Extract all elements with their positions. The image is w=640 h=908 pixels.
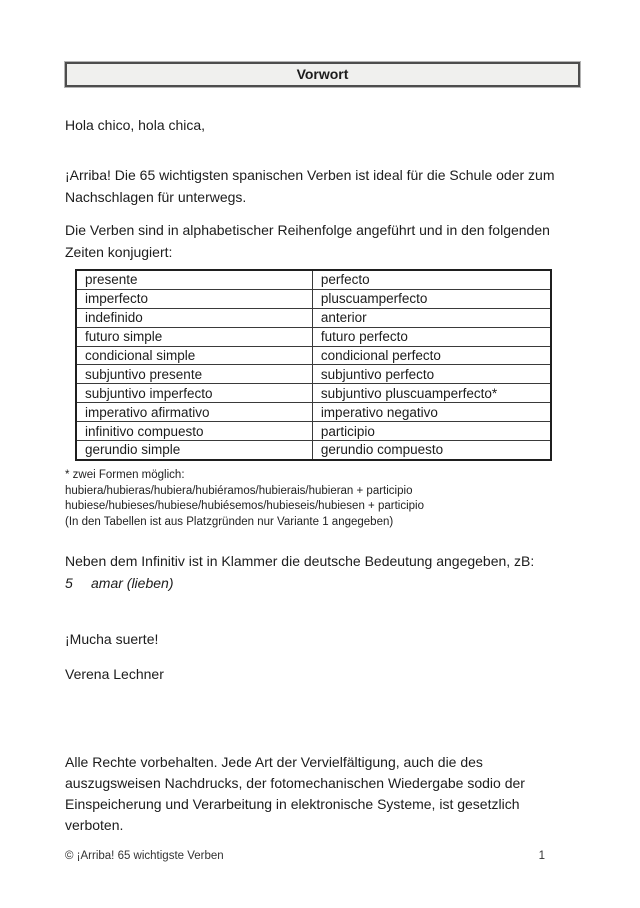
example-entry [65,572,585,594]
table-cell: imperativo afirmativo [76,403,312,422]
table-cell: subjuntivo imperfecto [76,384,312,403]
section-header-box [65,62,580,87]
author-name: Verena Lechner [65,666,164,682]
table-row [76,327,551,346]
table-cell: condicional perfecto [312,346,551,365]
table-row [76,365,551,384]
table-cell: futuro perfecto [312,327,551,346]
table-cell: futuro simple [76,327,312,346]
table-cell: anterior [312,308,551,327]
page-title: Vorwort [296,66,349,82]
table-row [76,289,551,308]
example-verb: amar (lieben) [91,575,174,591]
table-cell: subjuntivo perfecto [312,365,551,384]
table-cell: presente [76,270,312,289]
table-cell: indefinido [76,308,312,327]
table-footnote [65,468,424,530]
table-cell: participio [312,422,551,441]
table-cell: pluscuamperfecto [312,289,551,308]
footnote-line: * zwei Formen möglich: [65,469,185,481]
greeting-line: Hola chico, hola chica, [65,117,206,133]
table-row [76,403,551,422]
footer-page-number: 1 [538,850,545,862]
table-row [76,384,551,403]
table-cell: subjuntivo presente [76,365,312,384]
table-cell: infinitivo compuesto [76,422,312,441]
table-row [76,441,551,460]
table-cell: gerundio simple [76,441,312,460]
table-row [76,308,551,327]
table-cell: condicional simple [76,346,312,365]
table-cell: imperfecto [76,289,312,308]
example-intro: Neben dem Infinitiv ist in Klammer die deutsche Bedeutung angegeben, zB: [65,553,535,569]
table-cell: gerundio compuesto [312,441,551,460]
intro-paragraph-1: ¡Arriba! Die 65 wichtigsten spanischen Verben ist ideal für die Schule oder zum Nachschlagen für unterwegs. [65,167,555,205]
table-cell: imperativo negativo [312,403,551,422]
table-cell: perfecto [312,270,551,289]
footnote-line: hubiera/hubieras/hubiera/hubiéramos/hubierais/hubieran + participio [65,484,413,497]
footnote-line: (In den Tabellen ist aus Platzgründen nur Variante 1 angegeben) [65,515,394,528]
tenses-table [75,269,552,461]
table-row [76,346,551,365]
rights-notice: Alle Rechte vorbehalten. Jede Art der Vervielfältigung, auch die des auszugsweisen Nachdrucks, der fotomechanischen Wiedergabe sodio der Einspeicherung und Verarbeitung in elektronische Systeme, ist gesetzlich verboten. [65,754,525,833]
footer-copyright: © ¡Arriba! 65 wichtigste Verben [65,850,224,862]
closing-wish: ¡Mucha suerte! [65,631,159,647]
table-row [76,270,551,289]
table-row [76,422,551,441]
example-number: 5 [65,575,73,591]
footnote-line: hubiese/hubieses/hubiese/hubiésemos/hubieseis/hubiesen + participio [65,500,424,513]
intro-paragraph-2: Die Verben sind in alphabetischer Reihenfolge angeführt und in den folgenden Zeiten konjugiert: [65,222,550,260]
table-cell: subjuntivo pluscuamperfecto* [312,384,551,403]
